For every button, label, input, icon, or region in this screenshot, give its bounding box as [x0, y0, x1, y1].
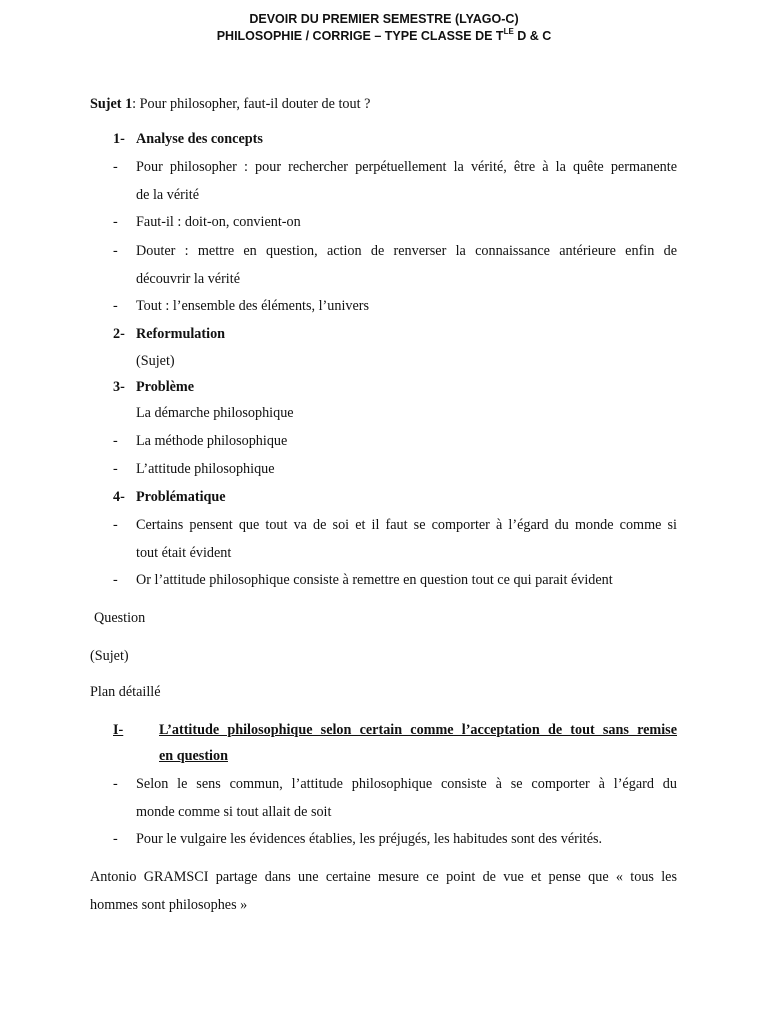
- subject-line: [90, 95, 370, 113]
- header-subtitle-main: PHILOSOPHIE / CORRIGE – TYPE CLASSE DE T: [216, 29, 504, 43]
- section-note: (Sujet): [136, 353, 175, 369]
- part-number: I-: [113, 722, 124, 738]
- section-title: Problème: [136, 379, 195, 395]
- subject-text: : Pour philosopher, faut-il douter de tout ?: [132, 96, 371, 112]
- bullet-text: Certains pensent que tout va de soi et il faut se comporter à l’égard du monde comme si: [136, 517, 677, 533]
- bullet-dash: -: [113, 776, 118, 792]
- header-subtitle: [0, 28, 768, 45]
- section-number: 3-: [113, 379, 125, 395]
- document-header: [0, 11, 768, 45]
- bullet-text-cont: de la vérité: [136, 187, 200, 203]
- header-title: DEVOIR DU PREMIER SEMESTRE (LYAGO-C): [249, 12, 519, 26]
- bullet-text: Pour philosopher : pour rechercher perpétuellement la vérité, être à la quête permanente: [136, 159, 677, 175]
- bullet-dash: -: [113, 159, 118, 175]
- bullet-dash: -: [113, 572, 118, 588]
- bullet-text: Or l’attitude philosophique consiste à remettre en question tout ce qui parait évident: [136, 572, 613, 588]
- bullet-text: Selon le sens commun, l’attitude philosophique consiste à se comporter à l’égard du: [136, 776, 677, 792]
- bullet-dash: -: [113, 461, 118, 477]
- bullet-dash: -: [113, 298, 118, 314]
- part-title: L’attitude philosophique selon certain comme l’acceptation de tout sans remise: [159, 722, 677, 738]
- bullet-text: Douter : mettre en question, action de renverser la connaissance antérieure enfin de: [136, 243, 677, 259]
- plan-heading: Plan détaillé: [90, 684, 161, 700]
- paragraph-line-cont: hommes sont philosophes »: [90, 897, 248, 913]
- bullet-dash: -: [113, 243, 118, 259]
- bullet-dash: -: [113, 831, 118, 847]
- bullet-text: La méthode philosophique: [136, 433, 288, 449]
- bullet-text-cont: tout était évident: [136, 545, 232, 561]
- section-title: Problématique: [136, 489, 226, 505]
- header-subtitle-suffix: D & C: [513, 29, 552, 43]
- section-number: 2-: [113, 326, 125, 342]
- bullet-text: L’attitude philosophique: [136, 461, 275, 477]
- question-label: Question: [94, 610, 146, 626]
- bullet-text: Faut-il : doit-on, convient-on: [136, 214, 301, 230]
- header-superscript: LE: [503, 26, 514, 36]
- subject-note: (Sujet): [90, 648, 129, 664]
- section-intro: La démarche philosophique: [136, 405, 294, 421]
- bullet-text: Pour le vulgaire les évidences établies, les préjugés, les habitudes sont des vérités.: [136, 831, 603, 847]
- section-title: Analyse des concepts: [136, 131, 263, 147]
- bullet-dash: -: [113, 433, 118, 449]
- bullet-dash: -: [113, 517, 118, 533]
- bullet-dash: -: [113, 214, 118, 230]
- section-number: 4-: [113, 489, 125, 505]
- subject-label: Sujet 1: [90, 96, 133, 112]
- bullet-text-cont: découvrir la vérité: [136, 271, 240, 287]
- section-title: Reformulation: [136, 326, 226, 342]
- bullet-text: Tout : l’ensemble des éléments, l’univers: [136, 298, 370, 314]
- bullet-text-cont: monde comme si tout allait de soit: [136, 804, 332, 820]
- section-number: 1-: [113, 131, 125, 147]
- part-title-cont: en question: [159, 748, 228, 764]
- paragraph-line: Antonio GRAMSCI partage dans une certaine mesure ce point de vue et pense que « tous les: [90, 869, 677, 885]
